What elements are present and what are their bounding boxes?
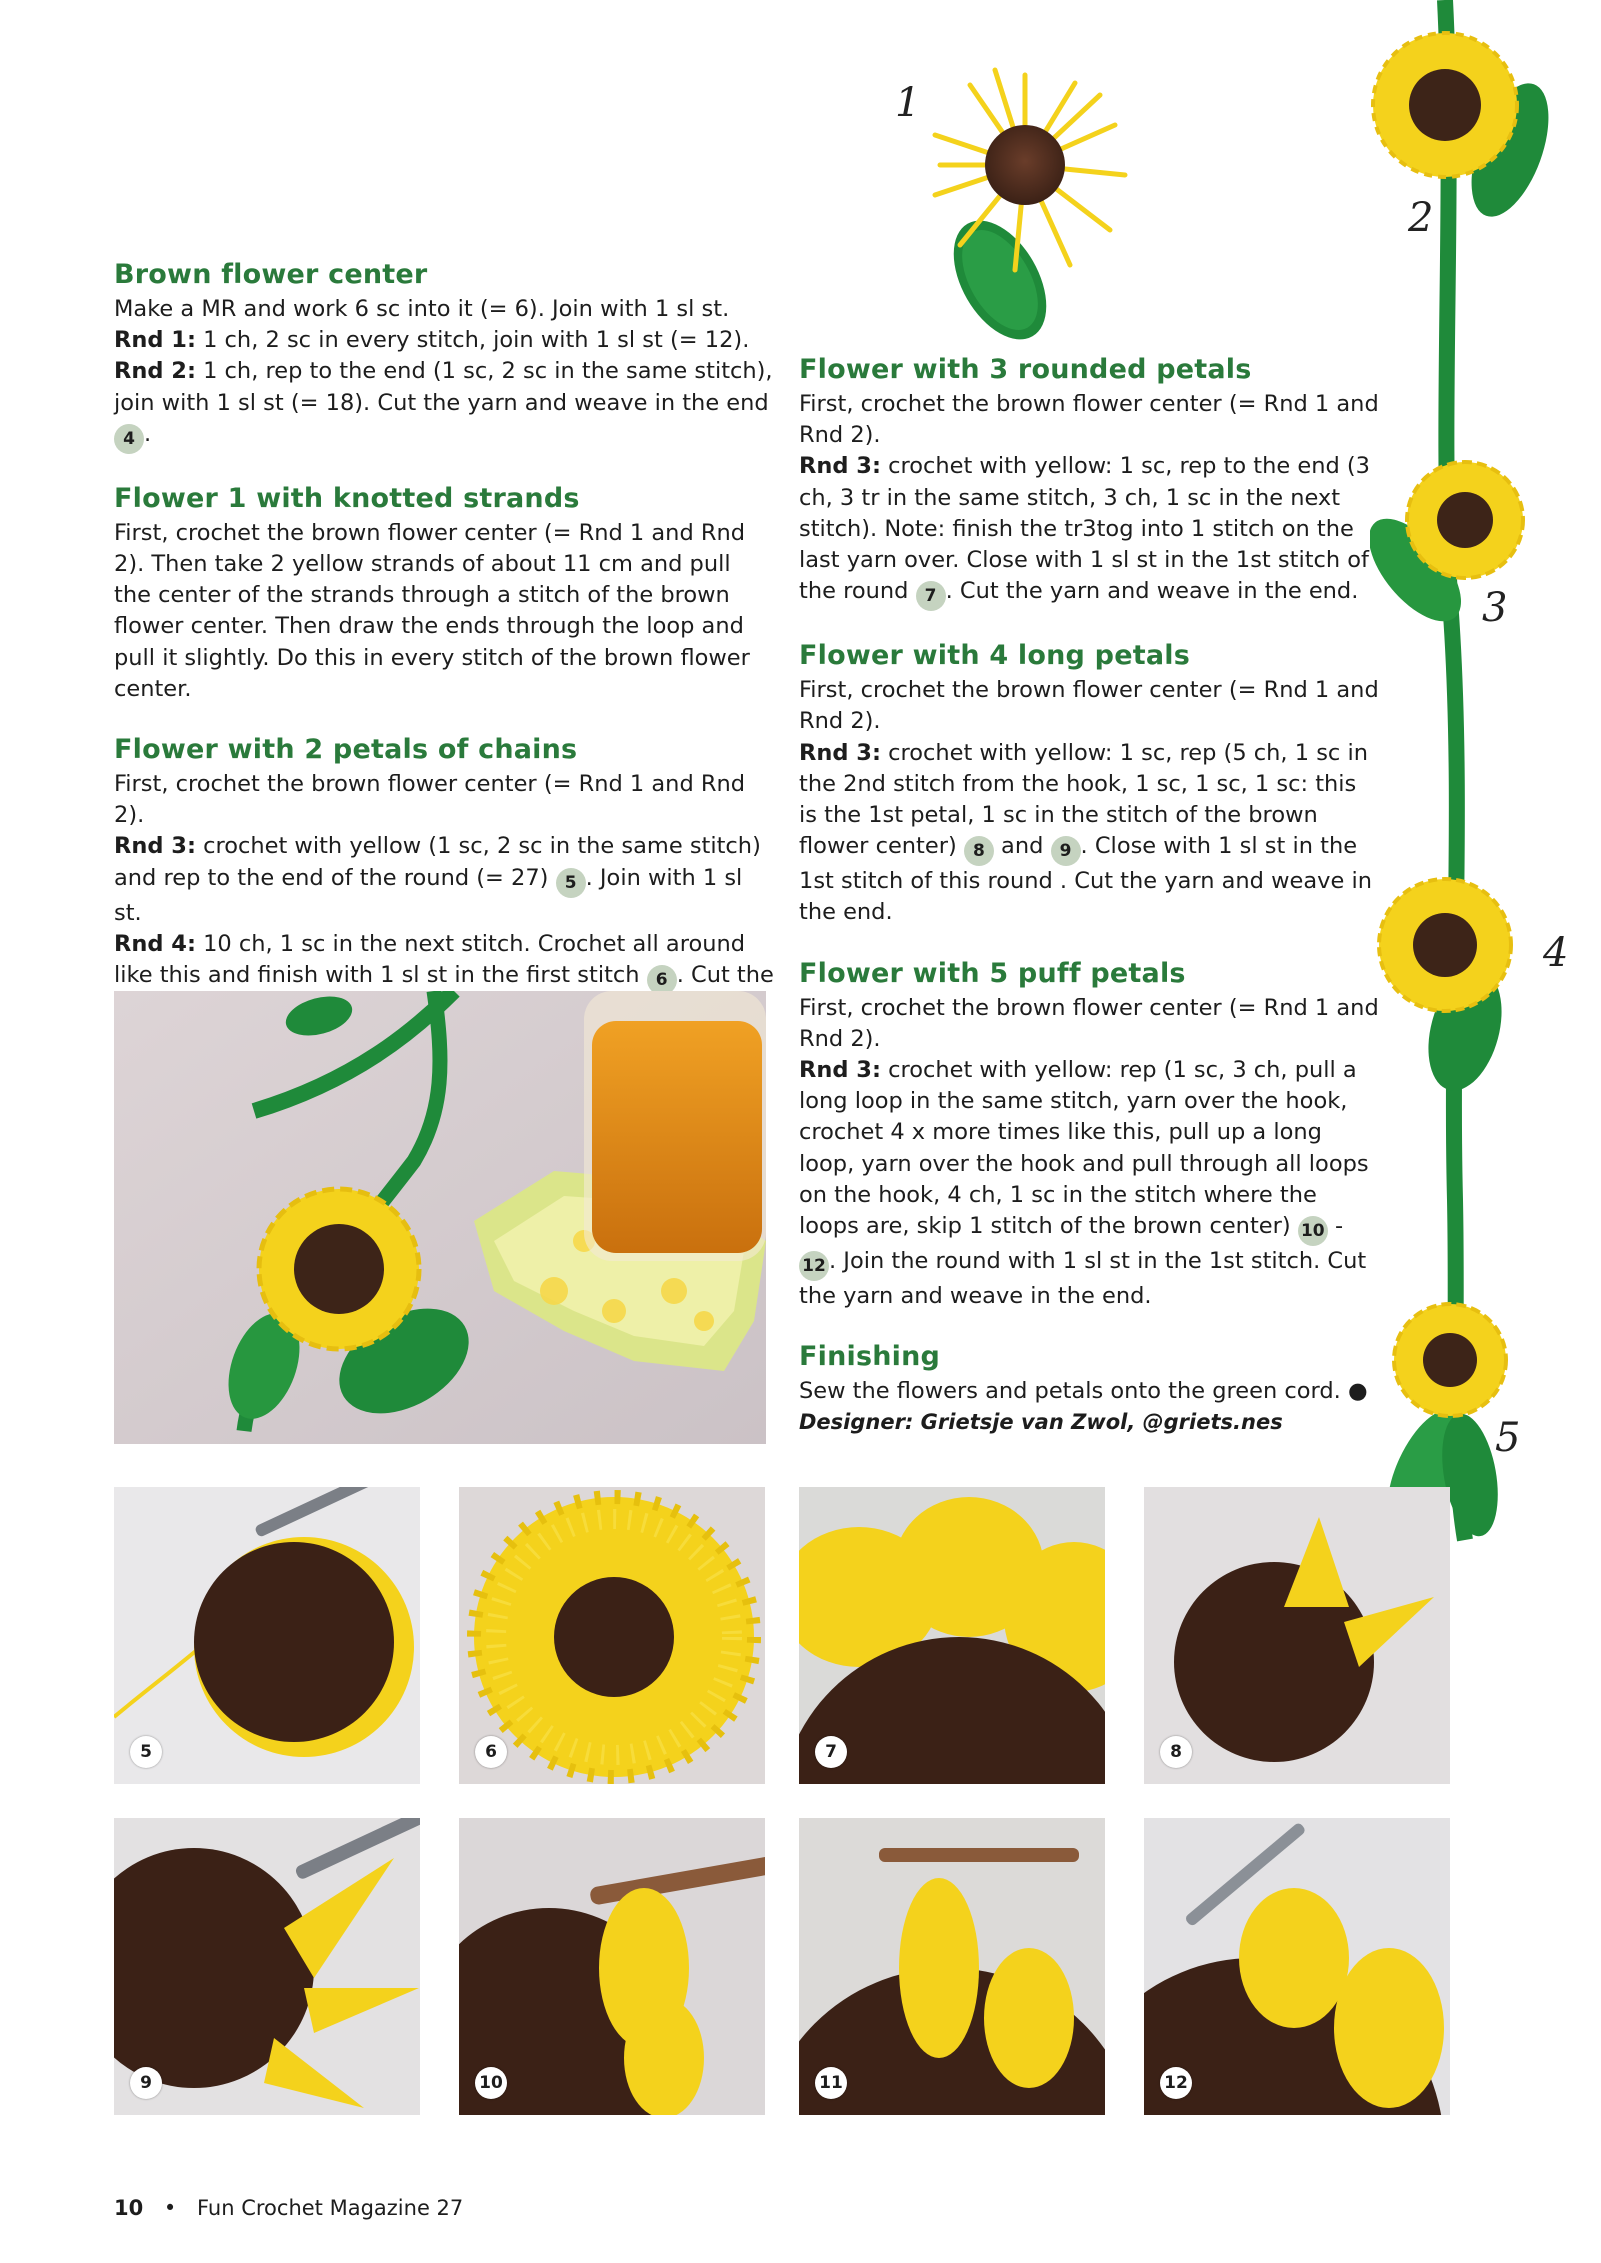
step-photo-8-image — [1144, 1487, 1450, 1784]
step-badge: 9 — [1051, 836, 1081, 866]
step-photo-8 — [1144, 1487, 1450, 1784]
step-photo-5 — [114, 1487, 420, 1784]
section-flower-1 — [114, 482, 774, 705]
text: crochet with yellow: 1 sc, rep (5 ch, 1 sc in the 2nd stitch from the hook, 1 sc, 1 sc, 1 sc: this is the 1st petal, 1 sc in the stitch of the brown flower center) — [799, 739, 1368, 860]
annotation-5: 5 — [1495, 1415, 1521, 1461]
heading-flower-5: Flower with 5 puff petals — [799, 957, 1186, 989]
step-photo-11-image — [799, 1818, 1105, 2115]
footer-separator: • — [163, 2196, 177, 2220]
text: First, crochet the brown flower center (= Rnd 1 and Rnd 2). — [799, 994, 1379, 1052]
step-photo-10-image — [459, 1818, 765, 2115]
finishing-text: Sew the flowers and petals onto the green cord. ● — [799, 1378, 1368, 1405]
step-number: 6 — [475, 1736, 507, 1768]
text: First, crochet the brown flower center (= Rnd 1 and Rnd 2). — [114, 771, 746, 829]
text: and — [993, 833, 1051, 860]
instructions-flower-3 — [799, 389, 1379, 611]
text: . Join with 1 sl st. — [114, 864, 743, 926]
heading-flower-4: Flower with 4 long petals — [799, 640, 1190, 672]
page-footer — [114, 2196, 463, 2220]
section-brown-flower-center — [114, 258, 774, 454]
text: First, crochet the brown flower center (= Rnd 1 and Rnd 2). — [799, 391, 1379, 449]
instructions-flower-4 — [799, 675, 1379, 928]
annotation-3: 3 — [1482, 585, 1508, 631]
annotation-1: 1 — [895, 80, 921, 126]
annotation-4: 4 — [1543, 930, 1569, 976]
main-sunflower-coaster-photo — [114, 991, 766, 1444]
step-number: 11 — [815, 2067, 847, 2099]
rnd-label: Rnd 4: — [114, 930, 196, 957]
instructions-flower-2 — [114, 769, 774, 1026]
step-badge: 12 — [799, 1251, 829, 1281]
garland-flower — [1373, 33, 1517, 177]
text: crochet with yellow: rep (1 sc, 3 ch, pull a long loop in the same stitch, yarn over the hook, crochet 4 x more times like this, pull up a long loop, yarn over the hook and pull through all loops on the hook, 4 ch, 1 sc in the stitch where the loops are, skip 1 stitch of the brown center) — [799, 1057, 1369, 1240]
rnd-label: Rnd 3: — [114, 833, 196, 860]
step-photo-9-image — [114, 1818, 420, 2115]
step-photo-6-image — [459, 1487, 765, 1784]
designer-credit: Designer: Grietsje van Zwol, @griets.nes — [799, 1410, 1283, 1435]
page-number: 10 — [114, 2196, 144, 2220]
step-badge: 5 — [556, 868, 586, 898]
garland-flower — [1394, 1304, 1506, 1416]
text: Make a MR and work 6 sc into it (= 6). Join with 1 sl st. — [114, 296, 730, 322]
section-flower-5 — [799, 957, 1379, 1313]
text: . Close with 1 sl st in the 1st stitch of this round . Cut the yarn and weave in the end. — [799, 833, 1372, 926]
step-photo-11 — [799, 1818, 1105, 2115]
step-number: 12 — [1160, 2067, 1192, 2099]
text: . Cut the — [676, 962, 774, 989]
text: 1 ch, rep to the end (1 sc, 2 sc in the same stitch), join with 1 sl st (= 18). Cut the yarn and weave in the end — [114, 358, 773, 416]
step-badge: 10 — [1298, 1216, 1328, 1246]
step-photo-7 — [799, 1487, 1105, 1784]
heading-flower-2: Flower with 2 petals of chains — [114, 734, 578, 766]
step-number: 8 — [1160, 1736, 1192, 1768]
step-badge: 7 — [916, 581, 946, 611]
step-photo-12 — [1144, 1818, 1450, 2115]
heading-brown-flower-center: Brown flower center — [114, 259, 428, 290]
garland-flower — [1379, 879, 1511, 1011]
step-number: 10 — [475, 2067, 507, 2099]
step-photo-12-image — [1144, 1818, 1450, 2115]
rnd-label: Rnd 2: — [114, 358, 196, 385]
rnd-label: Rnd 1: — [114, 327, 196, 354]
sunflower-garland-photo — [1370, 0, 1560, 1545]
step-photo-6 — [459, 1487, 765, 1784]
magazine-title: Fun Crochet Magazine 27 — [197, 2196, 464, 2220]
rnd-label: Rnd 3: — [799, 1057, 881, 1084]
garland-flower — [1407, 462, 1523, 578]
rnd-label: Rnd 3: — [799, 739, 881, 766]
section-flower-4 — [799, 639, 1379, 928]
heading-flower-1: Flower 1 with knotted strands — [114, 482, 580, 514]
step-photo-7-image — [799, 1487, 1105, 1784]
section-flower-2 — [114, 733, 774, 1026]
rnd-label: Rnd 3: — [799, 453, 881, 480]
annotation-2: 2 — [1408, 195, 1434, 241]
text: crochet with yellow (1 sc, 2 sc in the same stitch) and rep to the end of the round (= 27) — [114, 833, 761, 891]
instructions-brown-center — [114, 294, 774, 454]
step-number: 5 — [130, 1736, 162, 1768]
text: crochet with yellow: 1 sc, rep to the end (3 ch, 3 tr in the same stitch, 3 ch, 1 sc in the next stitch). Note: finish the tr3tog into 1 stitch on the last yarn over. Close with 1 sl st in the 1st stitch of the round — [799, 453, 1370, 605]
text: - — [1327, 1213, 1344, 1240]
section-finishing — [799, 1340, 1379, 1437]
step-number: 9 — [130, 2067, 162, 2099]
heading-finishing: Finishing — [799, 1341, 941, 1373]
text: . Join the round with 1 sl st in the 1st stitch. Cut the yarn and weave in the end. — [799, 1248, 1367, 1310]
section-flower-3 — [799, 353, 1379, 611]
text: First, crochet the brown flower center (= Rnd 1 and Rnd 2). — [799, 677, 1379, 735]
left-column — [114, 258, 774, 1054]
step-badge: 8 — [964, 836, 994, 866]
step-badge: 4 — [114, 424, 144, 454]
step-photo-9 — [114, 1818, 420, 2115]
text: . Cut the yarn and weave in the end. — [945, 578, 1359, 605]
step-photo-10 — [459, 1818, 765, 2115]
text: 10 ch, 1 sc in the next stitch. Crochet all around like this and finish with 1 sl st in the first stitch — [114, 930, 746, 989]
text: 1 ch, 2 sc in every stitch, join with 1 sl st (= 12). — [195, 327, 750, 354]
text: . — [144, 420, 152, 447]
heading-flower-3: Flower with 3 rounded petals — [799, 354, 1252, 385]
step-number: 7 — [815, 1736, 847, 1768]
right-column — [799, 353, 1379, 1465]
instructions-flower-1: First, crochet the brown flower center (= Rnd 1 and Rnd 2). Then take 2 yellow strands of about 11 cm and pull the center of the strands through a stitch of the brown flower center. Then draw the ends through the loop and pull it slightly. Do this in every stitch of the brown flower center. — [114, 519, 750, 702]
step-badge: 6 — [647, 965, 677, 995]
instructions-flower-5 — [799, 993, 1379, 1313]
step-photo-5-image — [114, 1487, 420, 1784]
